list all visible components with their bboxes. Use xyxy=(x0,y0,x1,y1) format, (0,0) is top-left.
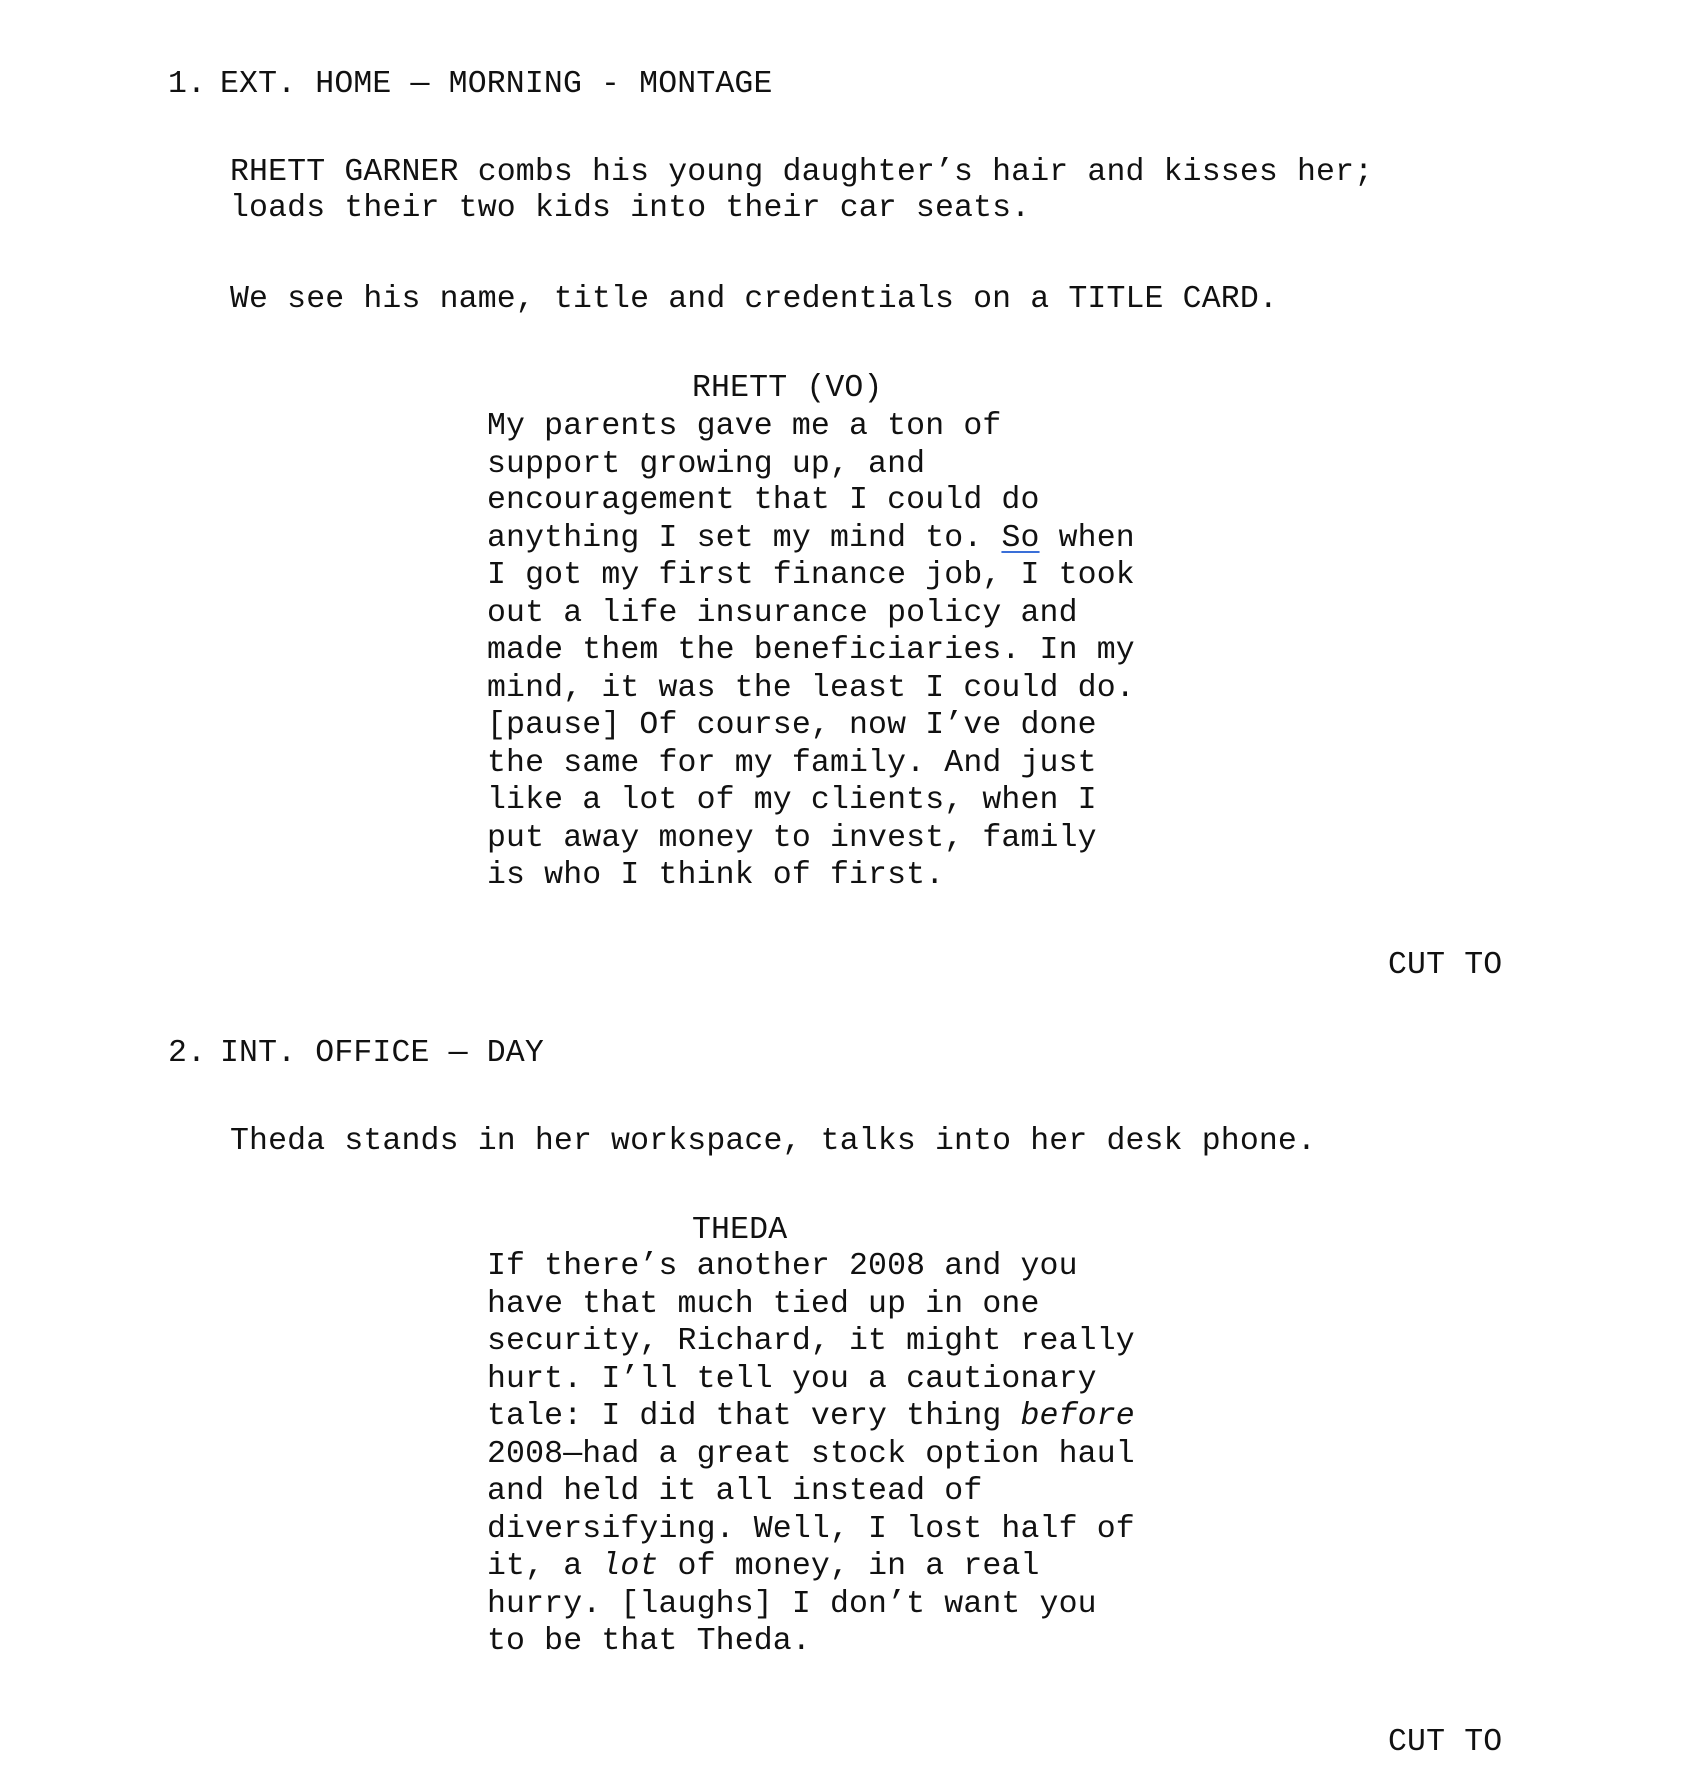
dialogue-text: when xyxy=(1039,521,1135,556)
dialogue-text: anything I set my mind to. xyxy=(487,521,1002,556)
dialogue-line: 2008—had a great stock option haul xyxy=(487,1437,1135,1472)
scene-heading-2 xyxy=(168,1035,544,1073)
dialogue-line: hurry. [laughs] I don’t want you xyxy=(487,1587,1097,1622)
dialogue-line: hurt. I’ll tell you a cautionary xyxy=(487,1362,1097,1397)
dialogue-line: encouragement that I could do xyxy=(487,483,1040,518)
dialogue-line: like a lot of my clients, when I xyxy=(487,783,1097,818)
scene-heading-text: EXT. HOME — MORNING - MONTAGE xyxy=(220,67,773,102)
dialogue-line: put away money to invest, family xyxy=(487,821,1097,856)
dialogue-line: If there’s another 2008 and you xyxy=(487,1249,1078,1284)
dialogue-line: [pause] Of course, now I’ve done xyxy=(487,708,1097,743)
dialogue-line xyxy=(487,520,1135,558)
dialogue-line: I got my first finance job, I took xyxy=(487,558,1135,593)
character-name: RHETT (VO) xyxy=(692,371,883,406)
dialogue-line xyxy=(487,1548,1040,1586)
dialogue-line: security, Richard, it might really xyxy=(487,1324,1135,1359)
dialogue-line: made them the beneficiaries. In my xyxy=(487,633,1135,668)
emphasis-text: before xyxy=(1020,1399,1135,1434)
action-line: loads their two kids into their car seats. xyxy=(230,191,1031,226)
transition: CUT TO xyxy=(1388,948,1503,983)
dialogue-line xyxy=(487,1398,1135,1436)
dialogue-line: and held it all instead of xyxy=(487,1474,983,1509)
transition: CUT TO xyxy=(1388,1725,1503,1760)
dialogue-line: out a life insurance policy and xyxy=(487,596,1078,631)
grammar-flag-word[interactable]: So xyxy=(1001,521,1040,556)
character-name: THEDA xyxy=(692,1213,788,1248)
dialogue-line: to be that Theda. xyxy=(487,1624,811,1659)
emphasis-text: lot xyxy=(601,1549,659,1584)
dialogue-line: the same for my family. And just xyxy=(487,746,1097,781)
dialogue-line: support growing up, and xyxy=(487,447,926,482)
action-line: We see his name, title and credentials on a TITLE CARD. xyxy=(230,282,1278,317)
dialogue-text: tale: I did that very thing xyxy=(487,1399,1021,1434)
scene-heading-text: INT. OFFICE — DAY xyxy=(220,1036,544,1071)
action-line: RHETT GARNER combs his young daughter’s hair and kisses her; xyxy=(230,155,1374,190)
dialogue-text: it, a xyxy=(487,1549,602,1584)
dialogue-text: of money, in a real xyxy=(658,1549,1040,1584)
dialogue-line: mind, it was the least I could do. xyxy=(487,671,1135,706)
dialogue-line: is who I think of first. xyxy=(487,858,945,893)
scene-heading-1 xyxy=(168,66,773,104)
action-line: Theda stands in her workspace, talks into her desk phone. xyxy=(230,1124,1317,1159)
dialogue-line: diversifying. Well, I lost half of xyxy=(487,1512,1135,1547)
scene-number: 1. xyxy=(168,67,207,102)
dialogue-line: have that much tied up in one xyxy=(487,1287,1040,1322)
dialogue-line: My parents gave me a ton of xyxy=(487,409,1002,444)
scene-number: 2. xyxy=(168,1036,207,1071)
